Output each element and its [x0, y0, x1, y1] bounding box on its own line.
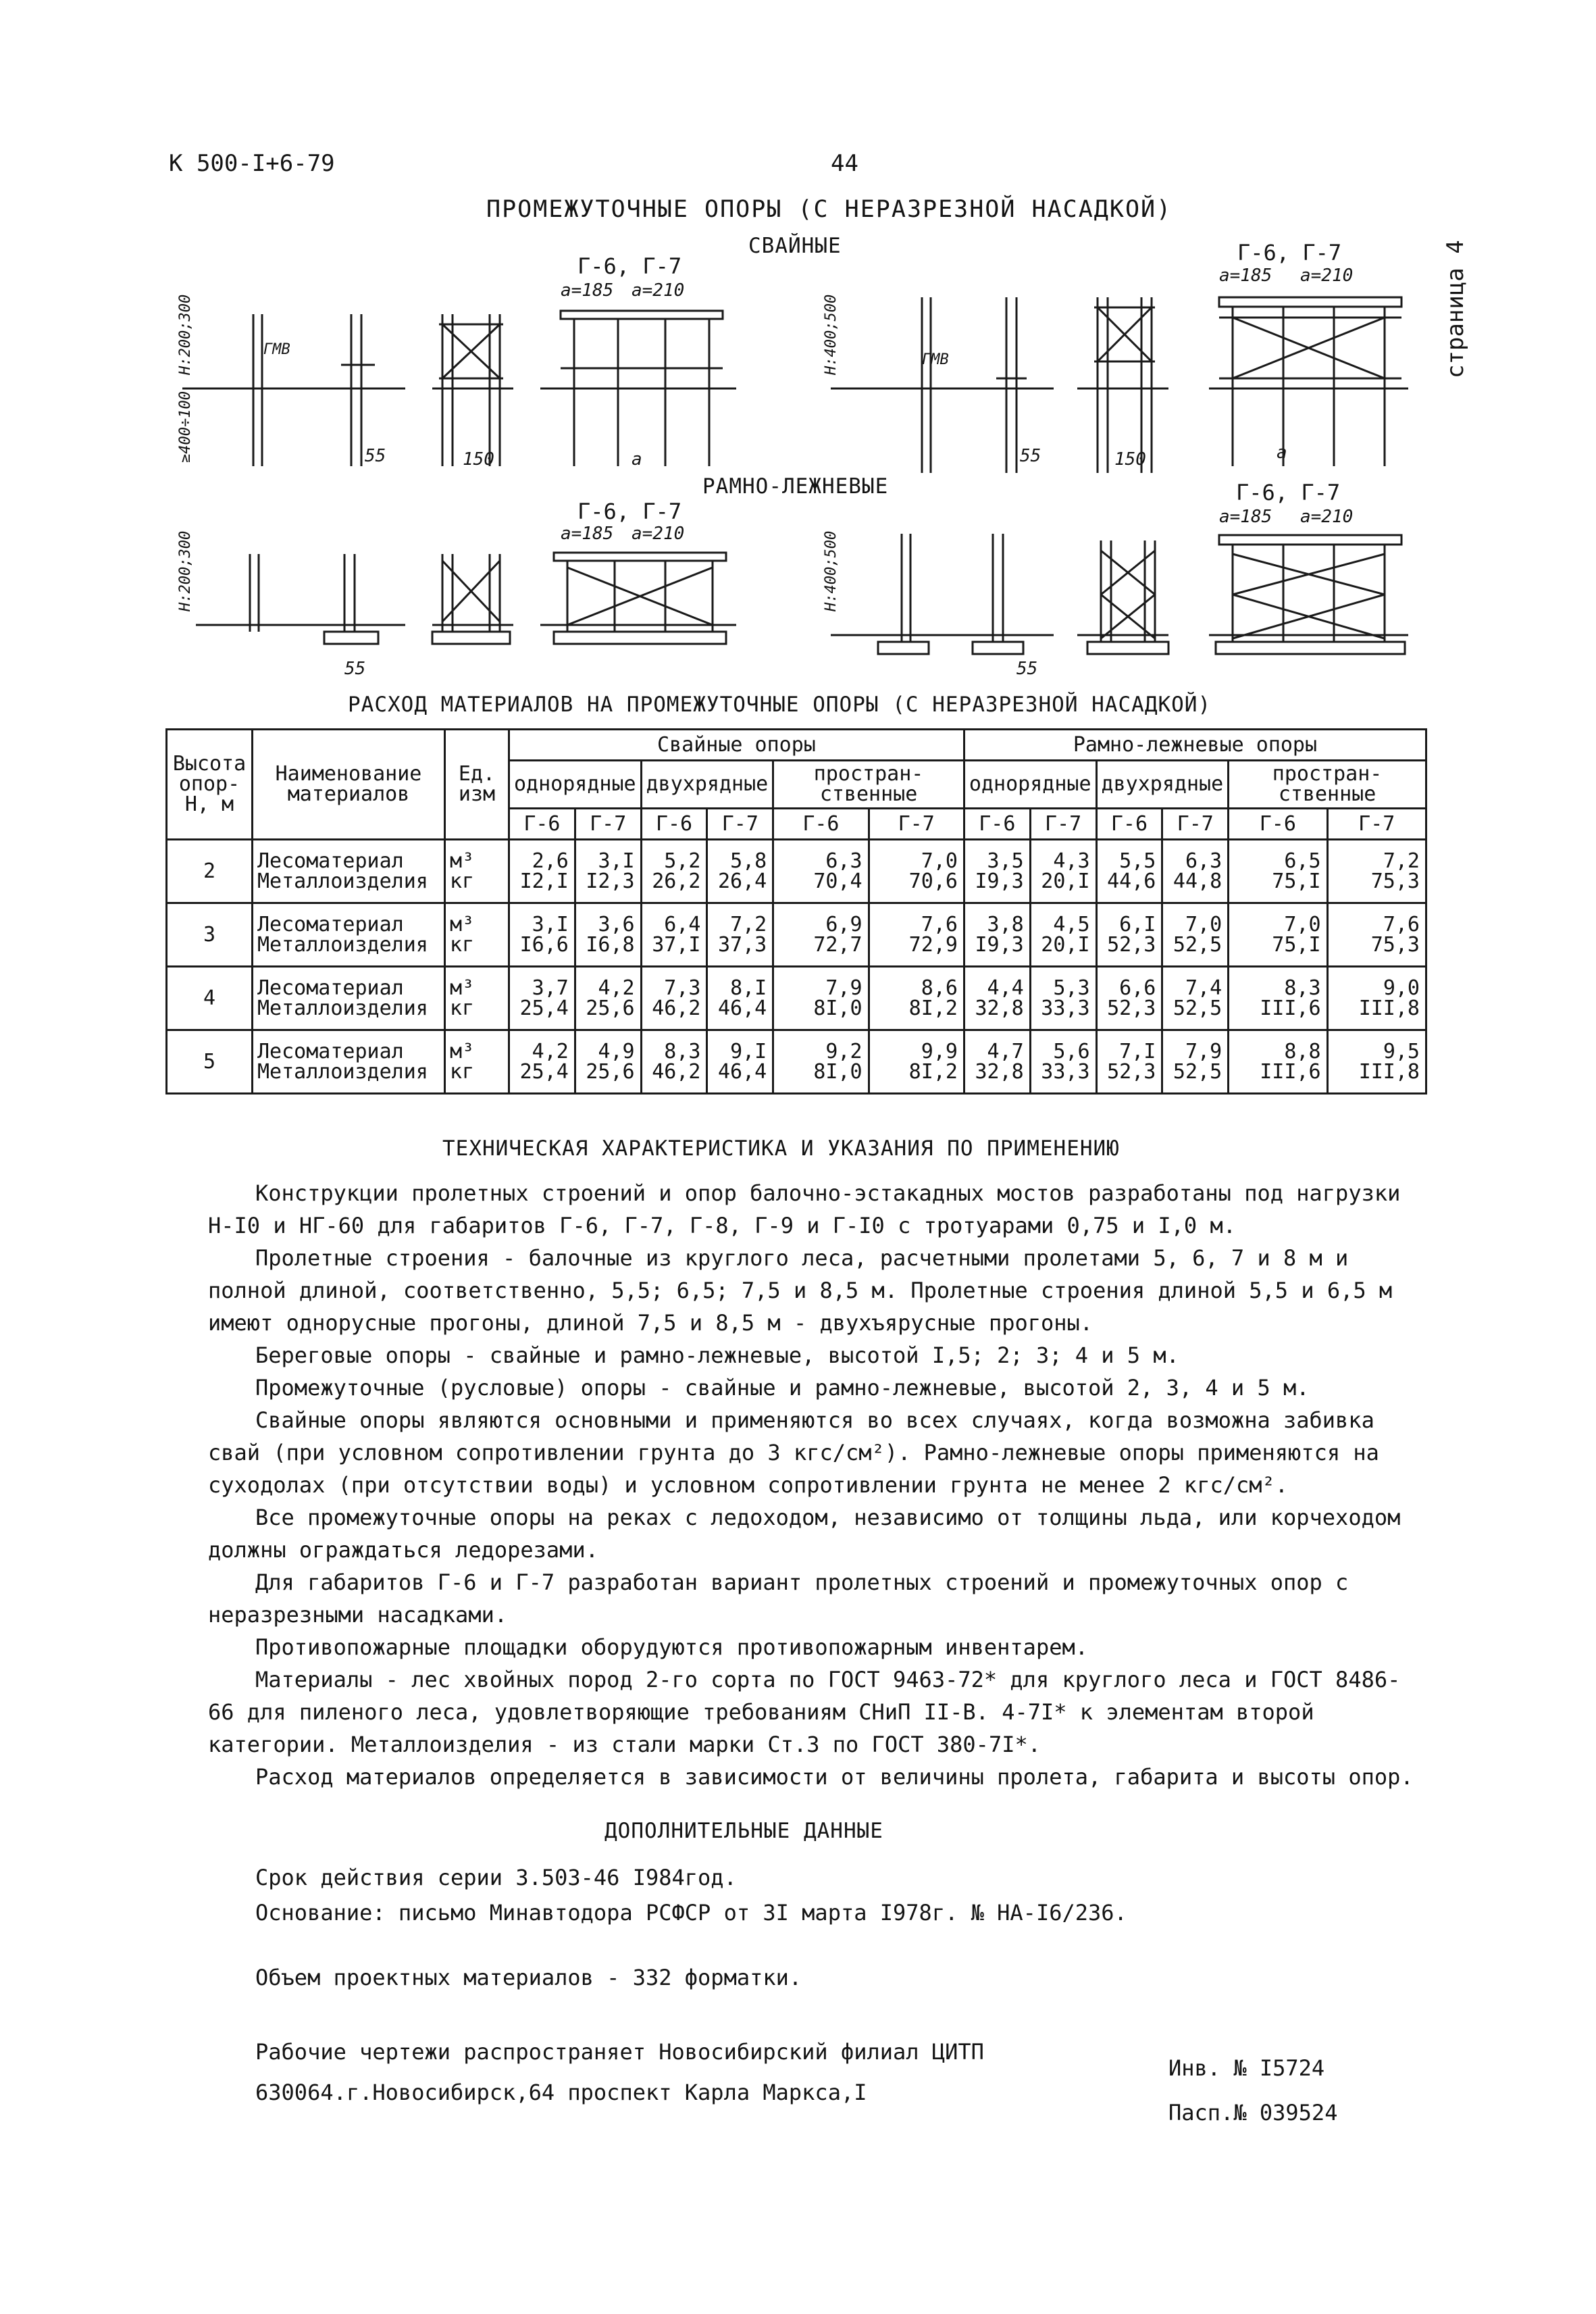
dim-150-label-2: 150 — [1114, 449, 1146, 470]
timber-value: 4,2 — [598, 976, 635, 1000]
spacing-185-label-2: a=185 — [1219, 266, 1272, 286]
spacing-210-label-3: a=210 — [632, 524, 685, 544]
timber-value: 7,9 — [825, 976, 863, 1000]
value-cell — [773, 967, 869, 1030]
height-label-1: H:200;300 — [177, 294, 194, 375]
unit-cell — [445, 1030, 509, 1094]
timber-value: 5,5 — [1119, 849, 1156, 873]
material-name-cell — [253, 1030, 445, 1094]
height-label-2: H:400;500 — [823, 294, 840, 375]
gmv-label-1: ГМВ — [263, 341, 290, 358]
metal-value: I9,3 — [975, 932, 1024, 957]
gab-6: Г-6 — [964, 809, 1030, 840]
metal-value: 70,6 — [908, 869, 958, 893]
timber-value: 9,0 — [1383, 976, 1420, 1000]
paragraph: Промежуточные (русловые) опоры - свайные и рамно-лежневые, высотой 2, 3, 4 и 5 м. — [255, 1375, 1310, 1401]
paragraph: Материалы - лес хвойных пород 2-го сорта по ГОСТ 9463-72* для круглого леса и ГОСТ 8486-66 для пиленого леса, удовлетворяющие требованиям СНиП II-В. 4-7I* к элементам второй категории. Металлоизделия - из стали марки Ст.3 по ГОСТ 380-7I*. — [208, 1667, 1401, 1757]
group-frame: Рамно-лежневые опоры — [964, 730, 1426, 761]
unit: кг — [450, 869, 475, 893]
material-name: Лесоматериал — [257, 912, 404, 936]
height-label-3: H:200;300 — [177, 530, 194, 611]
metal-value: III,6 — [1260, 996, 1321, 1020]
value-cell — [869, 903, 964, 967]
document-code: К 500-I+6-79 — [169, 150, 335, 177]
value-cell — [1327, 840, 1426, 903]
metal-value: 44,6 — [1107, 869, 1156, 893]
value-cell — [773, 1030, 869, 1094]
basis-line: Основание: письмо Минавтодора РСФСР от 3I марта I978г. № НА-I6/236. — [255, 1900, 1127, 1926]
dim-55-label-4: 55 — [1016, 659, 1038, 679]
spacing-210-label-1: a=210 — [632, 280, 685, 301]
metal-value: 8I,0 — [813, 996, 863, 1020]
tech-title: ТЕХНИЧЕСКАЯ ХАРАКТЕРИСТИКА И УКАЗАНИЯ ПО ПРИМЕНЕНИЮ — [442, 1136, 1120, 1161]
paragraph: Конструкции пролетных строений и опор балочно-эстакадных мостов разработаны под нагрузки Н-I0 и НГ-60 для габаритов Г-6, Г-7, Г-8, Г-9 и Г-I0 с тротуарами 0,75 и I,0 м. — [208, 1180, 1401, 1238]
material-name: Лесоматериал — [257, 849, 404, 873]
metal-value: I2,3 — [586, 869, 635, 893]
table-row — [167, 840, 1426, 903]
unit: кг — [450, 932, 475, 957]
value-cell — [641, 840, 707, 903]
material-name: Металлоизделия — [257, 996, 428, 1020]
value-cell — [575, 967, 641, 1030]
value-cell — [964, 903, 1030, 967]
timber-value: 7,3 — [664, 976, 701, 1000]
gabarit-label-1: Г-6, Г-7 — [577, 253, 682, 279]
paragraph: Все промежуточные опоры на реках с ледоходом, независимо от толщины льда, или корчеходом должны ограждаться ледорезами. — [208, 1505, 1401, 1563]
timber-value: 6,9 — [825, 912, 863, 936]
gab-7: Г-7 — [707, 809, 773, 840]
validity-line: Срок действия серии 3.503-46 I984год. — [255, 1865, 737, 1890]
page-title: ПРОМЕЖУТОЧНЫЕ ОПОРЫ (С НЕРАЗРЕЗНОЙ НАСАДКОЙ) — [486, 196, 1173, 223]
unit-cell — [445, 967, 509, 1030]
timber-value: 8,I — [730, 976, 767, 1000]
timber-value: 8,3 — [664, 1039, 701, 1063]
metal-value: 37,3 — [718, 932, 767, 957]
unit: м³ — [450, 849, 475, 873]
metal-value: 44,8 — [1173, 869, 1222, 893]
value-cell — [1162, 967, 1229, 1030]
metal-value: 72,7 — [813, 932, 863, 957]
value-cell — [773, 840, 869, 903]
timber-value: 3,6 — [598, 912, 635, 936]
value-cell — [707, 1030, 773, 1094]
timber-value: 3,7 — [532, 976, 569, 1000]
timber-value: 6,3 — [1185, 849, 1222, 873]
material-name-cell — [253, 840, 445, 903]
timber-value: 8,8 — [1284, 1039, 1321, 1063]
metal-value: 20,I — [1041, 932, 1090, 957]
timber-value: 4,4 — [987, 976, 1024, 1000]
gab-6: Г-6 — [773, 809, 869, 840]
metal-value: 20,I — [1041, 869, 1090, 893]
col-name: Наименование материалов — [253, 730, 445, 840]
value-cell — [641, 1030, 707, 1094]
value-cell — [575, 903, 641, 967]
value-cell — [1162, 1030, 1229, 1094]
metal-value: 52,3 — [1107, 932, 1156, 957]
spacing-185-label-4: a=185 — [1219, 507, 1272, 527]
value-cell — [1229, 1030, 1327, 1094]
metal-value: 72,9 — [908, 932, 958, 957]
metal-value: 46,2 — [652, 996, 701, 1020]
col-unit: Ед. изм — [445, 730, 509, 840]
value-cell — [575, 1030, 641, 1094]
value-cell — [509, 840, 575, 903]
material-name: Лесоматериал — [257, 1039, 404, 1063]
value-cell — [1327, 903, 1426, 967]
sub-double-1: двухрядные — [641, 761, 773, 809]
materials-table — [165, 728, 1427, 1095]
timber-value: 7,2 — [1383, 849, 1420, 873]
timber-value: 9,5 — [1383, 1039, 1420, 1063]
paragraph: Расход материалов определяется в зависимости от величины пролета, габарита и высоты опор. — [255, 1764, 1414, 1790]
metal-value: 26,4 — [718, 869, 767, 893]
value-cell — [1096, 903, 1162, 967]
gab-7: Г-7 — [1162, 809, 1229, 840]
gab-7: Г-7 — [869, 809, 964, 840]
tech-text — [208, 1177, 1417, 1793]
table-row — [167, 1030, 1426, 1094]
value-cell — [1030, 967, 1096, 1030]
timber-value: 9,2 — [825, 1039, 863, 1063]
timber-value: 4,5 — [1053, 912, 1090, 936]
timber-value: 7,4 — [1185, 976, 1222, 1000]
dim-55-label-2: 55 — [1020, 446, 1041, 466]
timber-value: 8,6 — [921, 976, 958, 1000]
timber-value: 6,3 — [825, 849, 863, 873]
sub-space-1: простран-ственные — [773, 761, 964, 809]
metal-value: I2,I — [519, 869, 569, 893]
height-cell: 3 — [167, 903, 253, 967]
metal-value: 8I,2 — [908, 996, 958, 1020]
material-name: Металлоизделия — [257, 869, 428, 893]
metal-value: III,8 — [1358, 996, 1420, 1020]
value-cell — [773, 903, 869, 967]
height-cell: 4 — [167, 967, 253, 1030]
value-cell — [707, 903, 773, 967]
metal-value: 25,6 — [586, 1059, 635, 1084]
timber-value: 6,I — [1119, 912, 1156, 936]
gab-6: Г-6 — [1096, 809, 1162, 840]
metal-value: 33,3 — [1041, 1059, 1090, 1084]
unit: м³ — [450, 1039, 475, 1063]
value-cell — [1096, 967, 1162, 1030]
value-cell — [869, 967, 964, 1030]
address-line: 630064.г.Новосибирск,64 проспект Карла Маркса,I — [255, 2080, 867, 2105]
value-cell — [1162, 840, 1229, 903]
metal-value: 75,I — [1272, 932, 1321, 957]
value-cell — [1327, 1030, 1426, 1094]
gab-7: Г-7 — [1030, 809, 1096, 840]
metal-value: 46,4 — [718, 1059, 767, 1084]
value-cell — [509, 967, 575, 1030]
metal-value: 32,8 — [975, 996, 1024, 1020]
spacing-210-label-4: a=210 — [1300, 507, 1354, 527]
value-cell — [1030, 903, 1096, 967]
metal-value: 25,6 — [586, 996, 635, 1020]
unit: м³ — [450, 976, 475, 1000]
metal-value: 75,3 — [1370, 932, 1420, 957]
sub-space-2: простран-ственные — [1229, 761, 1426, 809]
unit-cell — [445, 840, 509, 903]
value-cell — [1229, 967, 1327, 1030]
metal-value: 75,3 — [1370, 869, 1420, 893]
metal-value: 8I,0 — [813, 1059, 863, 1084]
paragraph: Береговые опоры - свайные и рамно-лежневые, высотой I,5; 2; 3; 4 и 5 м. — [255, 1342, 1179, 1368]
timber-value: 4,9 — [598, 1039, 635, 1063]
paragraph: Противопожарные площадки оборудуются противопожарным инвентарем. — [255, 1634, 1088, 1660]
timber-value: 7,0 — [1284, 912, 1321, 936]
material-name: Металлоизделия — [257, 1059, 428, 1084]
value-cell — [575, 840, 641, 903]
metal-value: III,8 — [1358, 1059, 1420, 1084]
timber-value: 5,8 — [730, 849, 767, 873]
material-name: Металлоизделия — [257, 932, 428, 957]
timber-value: 3,I — [598, 849, 635, 873]
metal-value: 8I,2 — [908, 1059, 958, 1084]
value-cell — [1096, 1030, 1162, 1094]
metal-value: 26,2 — [652, 869, 701, 893]
sub-single-2: однорядные — [964, 761, 1096, 809]
timber-value: 2,6 — [532, 849, 569, 873]
metal-value: 52,5 — [1173, 996, 1222, 1020]
timber-value: 3,I — [532, 912, 569, 936]
value-cell — [1327, 967, 1426, 1030]
gabarit-label-2: Г-6, Г-7 — [1237, 240, 1342, 266]
metal-value: 52,5 — [1173, 1059, 1222, 1084]
timber-value: 7,9 — [1185, 1039, 1222, 1063]
sub-double-2: двухрядные — [1096, 761, 1229, 809]
gmv-label-2: ГМВ — [922, 351, 949, 368]
value-cell — [509, 903, 575, 967]
value-cell — [509, 1030, 575, 1094]
material-name: Лесоматериал — [257, 976, 404, 1000]
value-cell — [869, 840, 964, 903]
timber-value: 7,6 — [1383, 912, 1420, 936]
metal-value: 46,2 — [652, 1059, 701, 1084]
value-cell — [964, 840, 1030, 903]
value-cell — [1229, 840, 1327, 903]
metal-value: III,6 — [1260, 1059, 1321, 1084]
unit: м³ — [450, 912, 475, 936]
paragraph: Для габаритов Г-6 и Г-7 разработан вариант пролетных строений и промежуточных опор с неразрезными насадками. — [208, 1569, 1349, 1628]
metal-value: 52,3 — [1107, 996, 1156, 1020]
group-piled: Свайные опоры — [509, 730, 964, 761]
side-page-note: страница 4 — [1442, 240, 1469, 378]
gab-6: Г-6 — [641, 809, 707, 840]
unit: кг — [450, 1059, 475, 1084]
timber-value: 4,3 — [1053, 849, 1090, 873]
piers-drawing — [0, 0, 1596, 716]
metal-value: 25,4 — [519, 1059, 569, 1084]
value-cell — [707, 840, 773, 903]
value-cell — [1030, 1030, 1096, 1094]
value-cell — [964, 967, 1030, 1030]
distributor-line: Рабочие чертежи распространяет Новосибирский филиал ЦИТП — [255, 2039, 984, 2065]
timber-value: 9,9 — [921, 1039, 958, 1063]
value-cell — [641, 903, 707, 967]
height-cell: 5 — [167, 1030, 253, 1094]
metal-value: 75,I — [1272, 869, 1321, 893]
dim-55-label-3: 55 — [344, 659, 366, 679]
timber-value: 3,5 — [987, 849, 1024, 873]
section-title-frame: РАМНО-ЛЕЖНЕВЫЕ — [702, 474, 889, 499]
spacing-185-label-3: a=185 — [561, 524, 614, 544]
timber-value: 5,3 — [1053, 976, 1090, 1000]
paragraph: Свайные опоры являются основными и применяются во всех случаях, когда возможна забивка свай (при условном сопротивлении грунта до 3 кгс/см²). Рамно-лежневые опоры применяются на суходолах (при отсутствии воды) и условном сопротивлении грунта не менее 2 кгс/см². — [208, 1407, 1379, 1498]
gab-7: Г-7 — [1327, 809, 1426, 840]
timber-value: 4,2 — [532, 1039, 569, 1063]
dim-a-label-2: a — [1277, 443, 1287, 463]
timber-value: 4,7 — [987, 1039, 1024, 1063]
metal-value: 52,3 — [1107, 1059, 1156, 1084]
timber-value: 5,6 — [1053, 1039, 1090, 1063]
metal-value: 46,4 — [718, 996, 767, 1020]
gabarit-label-4: Г-6, Г-7 — [1236, 480, 1341, 505]
spacing-210-label-2: a=210 — [1300, 266, 1354, 286]
gabarit-label-3: Г-6, Г-7 — [577, 499, 682, 524]
material-name-cell — [253, 967, 445, 1030]
material-name-cell — [253, 903, 445, 967]
gab-7: Г-7 — [575, 809, 641, 840]
value-cell — [1229, 903, 1327, 967]
section-title-piled: СВАЙНЫЕ — [748, 234, 842, 258]
value-cell — [869, 1030, 964, 1094]
timber-value: 7,0 — [921, 849, 958, 873]
table-row — [167, 903, 1426, 967]
timber-value: 7,6 — [921, 912, 958, 936]
dim-150-label-1: 150 — [463, 449, 494, 470]
timber-value: 5,2 — [664, 849, 701, 873]
timber-value: 7,2 — [730, 912, 767, 936]
timber-value: 3,8 — [987, 912, 1024, 936]
dim-55-label-1: 55 — [365, 446, 386, 466]
sub-single-1: однорядные — [509, 761, 642, 809]
metal-value: 32,8 — [975, 1059, 1024, 1084]
height-cell: 2 — [167, 840, 253, 903]
metal-value: 37,I — [652, 932, 701, 957]
timber-value: 7,0 — [1185, 912, 1222, 936]
extra-title: ДОПОЛНИТЕЛЬНЫЕ ДАННЫЕ — [604, 1819, 883, 1843]
timber-value: 9,I — [730, 1039, 767, 1063]
value-cell — [641, 967, 707, 1030]
paragraph: Пролетные строения - балочные из круглого леса, расчетными пролетами 5, 6, 7 и 8 м и полной длиной, соответственно, 5,5; 6,5; 7,5 и 8,5 м. Пролетные строения длиной 5,5 и 6,5 м имеют однорусные прогоны, длиной 7,5 и 8,5 м - двухъярусные прогоны. — [208, 1245, 1393, 1336]
inventory-number: Инв. № I5724 — [1168, 2055, 1325, 2081]
passport-number: Пасп.№ 039524 — [1168, 2100, 1338, 2126]
base-label-1: ≥400÷100 — [177, 391, 194, 463]
metal-value: 52,5 — [1173, 932, 1222, 957]
unit-cell — [445, 903, 509, 967]
value-cell — [1162, 903, 1229, 967]
unit: кг — [450, 996, 475, 1020]
metal-value: 25,4 — [519, 996, 569, 1020]
metal-value: 33,3 — [1041, 996, 1090, 1020]
value-cell — [964, 1030, 1030, 1094]
value-cell — [1096, 840, 1162, 903]
metal-value: 70,4 — [813, 869, 863, 893]
col-height: Высота опор-Н, м — [167, 730, 253, 840]
gab-6: Г-6 — [1229, 809, 1327, 840]
timber-value: 8,3 — [1284, 976, 1321, 1000]
table-row — [167, 967, 1426, 1030]
dim-a-label-1: a — [632, 449, 642, 470]
value-cell — [1030, 840, 1096, 903]
table-title: РАСХОД МАТЕРИАЛОВ НА ПРОМЕЖУТОЧНЫЕ ОПОРЫ (С НЕРАЗРЕЗНОЙ НАСАДКОЙ) — [348, 693, 1212, 717]
volume-line: Объем проектных материалов - 332 форматки. — [255, 1965, 802, 1990]
metal-value: I9,3 — [975, 869, 1024, 893]
height-label-4: H:400;500 — [823, 530, 840, 611]
page-number: 44 — [831, 150, 858, 177]
gab-6: Г-6 — [509, 809, 575, 840]
metal-value: I6,8 — [586, 932, 635, 957]
timber-value: 6,5 — [1284, 849, 1321, 873]
spacing-185-label-1: a=185 — [561, 280, 614, 301]
timber-value: 7,I — [1119, 1039, 1156, 1063]
timber-value: 6,4 — [664, 912, 701, 936]
value-cell — [707, 967, 773, 1030]
timber-value: 6,6 — [1119, 976, 1156, 1000]
metal-value: I6,6 — [519, 932, 569, 957]
